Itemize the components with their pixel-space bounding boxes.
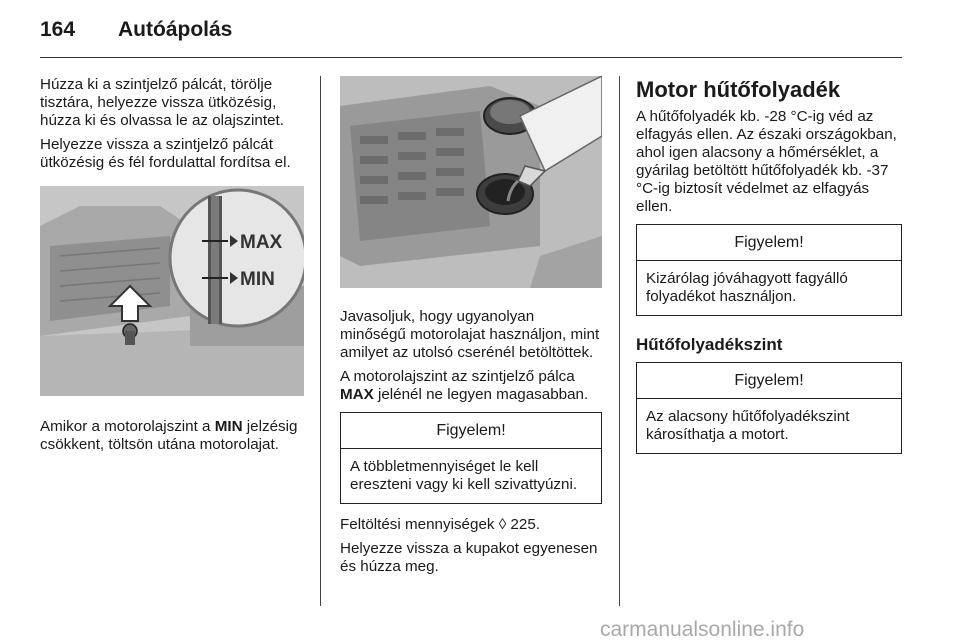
dipstick-figure (40, 186, 304, 396)
warning-box-low-coolant (636, 362, 902, 454)
column-divider-1 (320, 76, 321, 606)
warning-box-antifreeze (636, 224, 902, 316)
paragraph-dipstick-reinsert: Helyezze vissza a szintjelző pálcát ütközésig és fél fordulattal fordítsa el. (40, 136, 291, 171)
paragraph-min-level: Amikor a motorolajszint a MIN jelzésig csökkent, töltsön utána motorolajat. (40, 418, 298, 453)
min-mark-label: MIN (240, 269, 275, 290)
warning-title: Figyelem! (341, 413, 601, 449)
section-heading-coolant: Motor hűtőfolyadék (636, 77, 841, 102)
page-header (40, 14, 902, 58)
oil-fill-figure (340, 76, 602, 288)
warning-text: Kizárólag jóváhagyott fagyálló folyadékot használjon. (646, 270, 848, 305)
column-1 (40, 76, 304, 460)
warning-title: Figyelem! (637, 363, 901, 399)
column-divider-2 (619, 76, 620, 606)
dipstick-illustration (40, 186, 304, 396)
column-2 (340, 76, 602, 582)
paragraph-max-level: A motorolajszint az szintjelző pálca MAX jelénél ne legyen magasabban. (340, 368, 589, 403)
warning-text: A többletmennyiséget le kell ereszteni vagy ki kell szivattyúzni. (350, 458, 578, 493)
oil-fill-illustration (340, 76, 602, 288)
watermark: carmanualsonline.info (600, 618, 805, 641)
paragraph-replace-cap: Helyezze vissza a kupakot egyenesen és húzza meg. (340, 540, 598, 575)
header-divider (40, 57, 902, 58)
column-3 (636, 76, 902, 466)
paragraph-dipstick-read: Húzza ki a szintjelző pálcát, törölje tisztára, helyezze vissza ütközésig, húzza ki és olvassa le az olajszintet. (40, 76, 284, 129)
max-mark-label: MAX (240, 232, 283, 253)
paragraph-coolant-protection: A hűtőfolyadék kb. -28 °C-ig véd az elfagyás ellen. Az északi országokban, ahol igen alacsony a hőmérséklet, a gyárilag betöltött hűtőfolyadék kb. -37 °C-ig biztosít védelmet az elfagyás ellen. (636, 108, 897, 215)
warning-title: Figyelem! (637, 225, 901, 261)
subheading-coolant-level: Hűtőfolyadékszint (636, 335, 783, 354)
warning-box-excess-oil (340, 412, 602, 504)
paragraph-fill-quantities: Feltöltési mennyiségek ◊ 225. (340, 516, 540, 533)
page-title: Autóápolás (118, 18, 233, 41)
paragraph-oil-quality: Javasoljuk, hogy ugyanolyan minőségű motorolajat használjon, mint amilyet az utolsó cserénél betöltöttek. (340, 308, 600, 361)
warning-text: Az alacsony hűtőfolyadékszint károsíthatja a motort. (646, 408, 850, 443)
page-number: 164 (40, 18, 76, 41)
